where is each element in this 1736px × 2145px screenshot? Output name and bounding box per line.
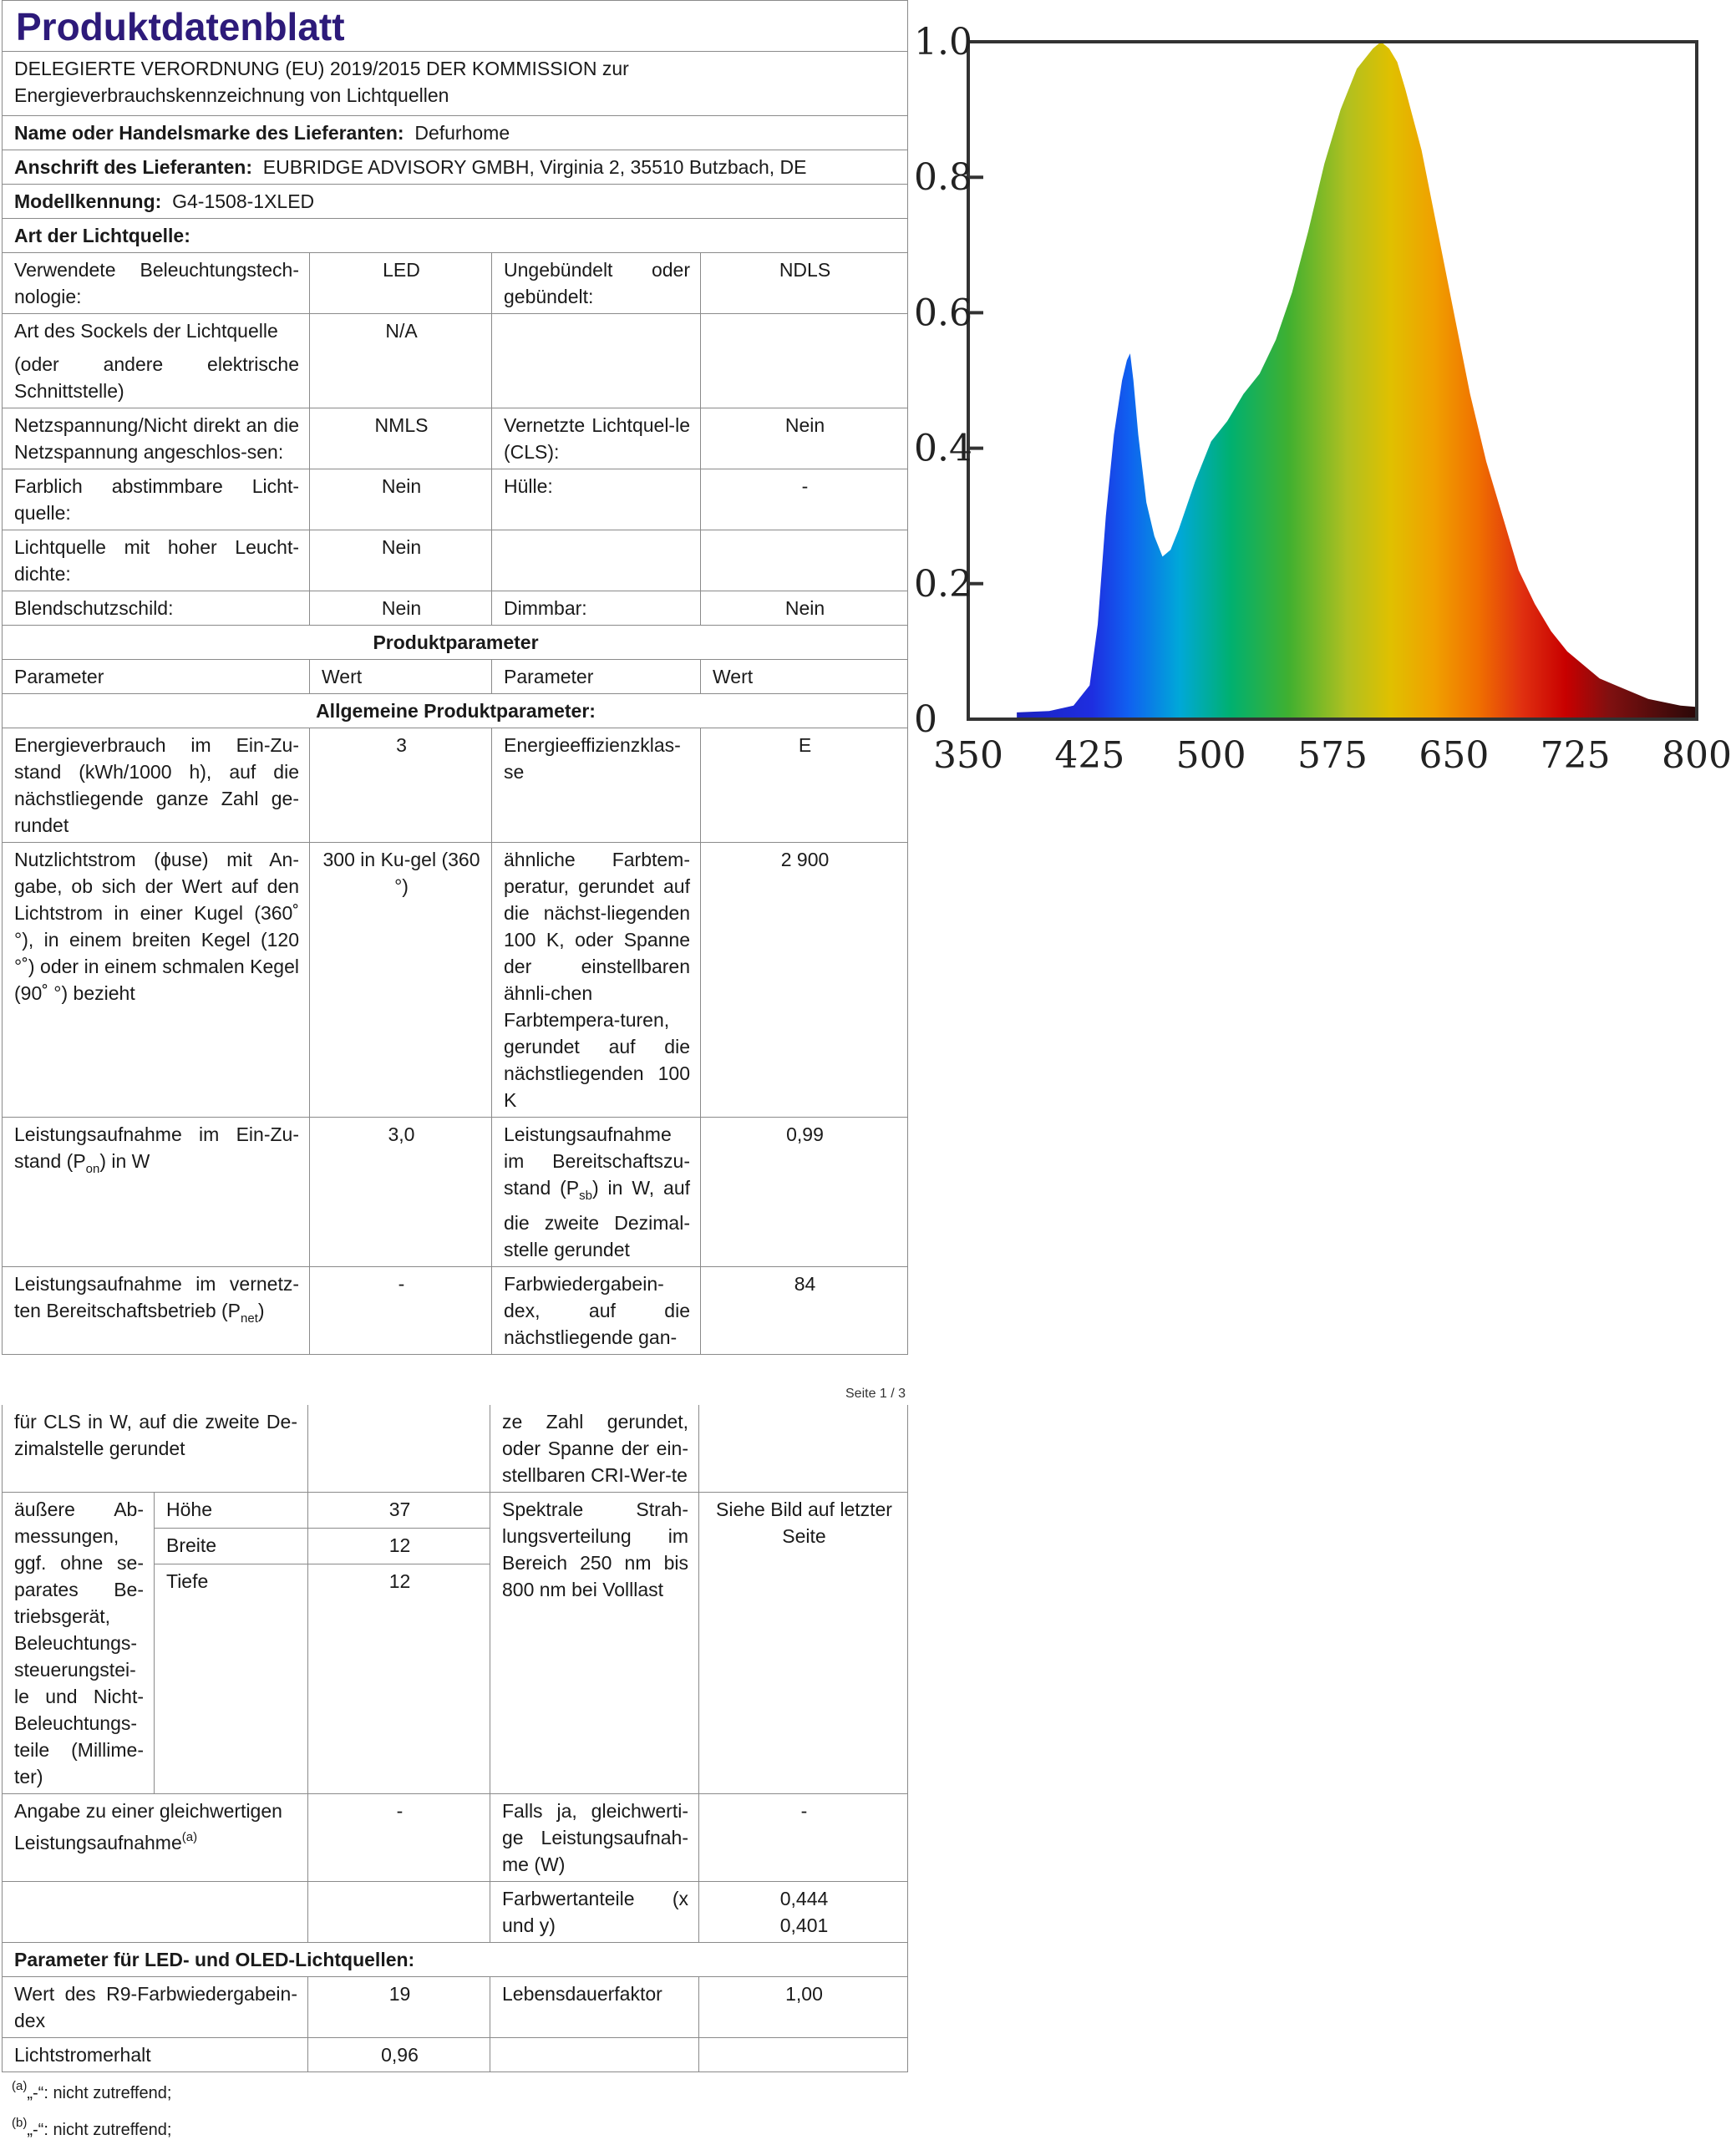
y-tick-label: 0.6 [914,292,972,334]
height-value: 37 [308,1493,490,1529]
tunable-value: Nein [310,469,492,530]
y-tick-label: 0 [914,698,937,741]
col-header-value: Wert [701,660,908,694]
shield-label: Blendschutzschild: [3,591,310,626]
energy-label: Energieverbrauch im Ein-Zu-stand (kWh/1000 h), auf die nächstliegende ganze Zahl ge-rundet [3,728,310,843]
datasheet-table-bottom [2,1405,908,2072]
equiv-label: Angabe zu einer gleichwertigen Leistungsaufnahme$^{(a)}$ [3,1794,308,1882]
x-tick-label: 500 [1176,734,1246,777]
supplier-address-row: Anschrift des Lieferanten: EUBRIDGE ADVISORY GMBH, Virginia 2, 35510 Butzbach, DE [3,150,908,185]
y-tick-label: 0.2 [914,563,972,606]
empty-cell [492,314,701,408]
class-label: Energieeffizienzklas-se [492,728,701,843]
datasheet-table-top [2,0,908,1355]
cap-value: N/A [310,314,492,408]
empty-cell [701,314,908,408]
footnote: $^{(a)}$„-“: nicht zutreffend; [12,2071,171,2108]
general-params-title: Allgemeine Produktparameter: [3,694,908,728]
cct-value: 2 900 [701,843,908,1118]
x-tick-label: 650 [1419,734,1489,777]
high-luminance-value: Nein [310,530,492,591]
flux-label: Nutzlichtstrom (ϕuse) mit An-gabe, ob sich der Wert auf den Lichtstrom in einer Kugel (360˚ °), in einem breiten Kegel (120 °˚) oder in einem schmalen Kegel (90˚ °) bezieht [3,843,310,1118]
empty-cell [701,530,908,591]
r9-value: 19 [308,1977,490,2038]
pon-label: Leistungsaufnahme im Ein-Zu-stand $(P_{on})$ in W [3,1118,310,1267]
mains-label: Netzspannung/Nicht direkt an die Netzspannung angeschlos-sen: [3,408,310,469]
lamp-type-heading: Art der Lichtquelle: [3,219,908,253]
x-tick-label: 800 [1662,734,1732,777]
regulation-text: DELEGIERTE VERORDNUNG (EU) 2019/2015 DER KOMMISSION zur Energieverbrauchskennzeichnung von Lichtquellen [3,52,908,116]
dimmable-value: Nein [701,591,908,626]
empty-cell [699,1405,908,1493]
dimmable-label: Dimmbar: [492,591,701,626]
life-value: 1,00 [699,1977,908,2038]
x-tick-label: 575 [1297,734,1368,777]
class-value: E [701,728,908,843]
footnote: $^{(b)}$„-“: nicht zutreffend; [12,2108,171,2145]
mains-value: NMLS [310,408,492,469]
psb-label: Leistungsaufnahme im Bereitschaftszu-stand $(P_{sb})$ in W, auf die zweite Dezimal-stelle gerundet [492,1118,701,1267]
chroma-value: 0,444 0,401 [699,1882,908,1943]
shield-value: Nein [310,591,492,626]
col-header-param: Parameter [3,660,310,694]
page-title: Produktdatenblatt [3,1,908,52]
envelope-value: - [701,469,908,530]
datasheet-page-2 [2,1405,907,2072]
depth-label: Tiefe [155,1564,308,1794]
empty-cell [308,1882,490,1943]
page-number: Seite 1 / 3 [845,1387,906,1402]
model-row: Modellkennung: G4-1508-1XLED [3,185,908,219]
tech-label: Verwendete Beleuchtungstech-nologie: [3,253,310,314]
col-header-value: Wert [310,660,492,694]
y-tick-label: 0.8 [914,156,972,199]
tech-value: LED [310,253,492,314]
supplier-name-row: Name oder Handelsmarke des Lieferanten: Defurhome [3,116,908,150]
tunable-label: Farblich abstimmbare Licht-quelle: [3,469,310,530]
x-tick-label: 425 [1054,734,1124,777]
x-tick-label: 350 [933,734,1003,777]
section-title: Produktparameter [3,626,908,660]
pnet-value: - [310,1267,492,1355]
spectral-distribution-chart [912,17,1714,794]
depth-value: 12 [308,1564,490,1794]
spd-label: Spektrale Strah-lungsverteilung im Bereich 250 nm bis 800 nm bei Volllast [490,1493,699,1794]
maint-value: 0,96 [308,2038,490,2072]
chroma-label: Farbwertanteile (x und y) [490,1882,699,1943]
pnet-label-cont: für CLS in W, auf die zweite De-zimalstelle gerundet [3,1405,308,1493]
connected-label: Vernetzte Lichtquel-le (CLS): [492,408,701,469]
height-label: Höhe [155,1493,308,1529]
r9-label: Wert des R9-Farbwiedergabein-dex [3,1977,308,2038]
x-tick-label: 725 [1541,734,1611,777]
pon-value: 3,0 [310,1118,492,1267]
cri-value: 84 [701,1267,908,1355]
directional-label: Ungebündelt oder gebündelt: [492,253,701,314]
energy-value: 3 [310,728,492,843]
cap-label: Art des Sockels der Lichtquelle (oder andere elektrische Schnittstelle) [3,314,310,408]
cri-label: Farbwiedergabein-dex, auf die nächstliegende gan- [492,1267,701,1355]
spd-value: Siehe Bild auf letzter Seite [699,1493,908,1794]
y-tick-label: 1.0 [914,21,972,63]
equiv-w-label: Falls ja, gleichwerti-ge Leistungsaufnah-me (W) [490,1794,699,1882]
width-value: 12 [308,1529,490,1564]
cct-label: ähnliche Farbtem-peratur, gerundet auf die nächst-liegenden 100 K, oder Spanne der einstellbaren ähnli-chen Farbtempera-turen, gerundet auf die nächstliegenden 100 K [492,843,701,1118]
connected-value: Nein [701,408,908,469]
spectrum-series [1017,42,1697,719]
footnotes [12,2071,171,2145]
psb-value: 0,99 [701,1118,908,1267]
envelope-label: Hülle: [492,469,701,530]
led-params-title: Parameter für LED- und OLED-Lichtquellen: [3,1943,908,1977]
high-luminance-label: Lichtquelle mit hoher Leucht-dichte: [3,530,310,591]
equiv-value: - [308,1794,490,1882]
flux-value: 300 in Ku-gel (360 °) [310,843,492,1118]
empty-cell [699,2038,908,2072]
empty-cell [492,530,701,591]
empty-cell [3,1882,308,1943]
equiv-w-value: - [699,1794,908,1882]
empty-cell [308,1405,490,1493]
empty-cell [490,2038,699,2072]
directional-value: NDLS [701,253,908,314]
maint-label: Lichtstromerhalt [3,2038,308,2072]
dims-label: äußere Ab-messungen, ggf. ohne se-parates Be-triebsgerät, Beleuchtungs-steuerungstei-le und Nicht-Beleuchtungs-teile (Millime-ter) [3,1493,155,1794]
y-tick-label: 0.4 [914,428,972,470]
datasheet-page-1 [2,0,907,1355]
cri-label-cont: ze Zahl gerundet, oder Spanne der ein-stellbaren CRI-Wer-te [490,1405,699,1493]
spectrum-area [1017,42,1697,719]
col-header-param: Parameter [492,660,701,694]
life-label: Lebensdauerfaktor [490,1977,699,2038]
width-label: Breite [155,1529,308,1564]
pnet-label: Leistungsaufnahme im vernetz-ten Bereitschaftsbetrieb $(P_{net})$ [3,1267,310,1355]
